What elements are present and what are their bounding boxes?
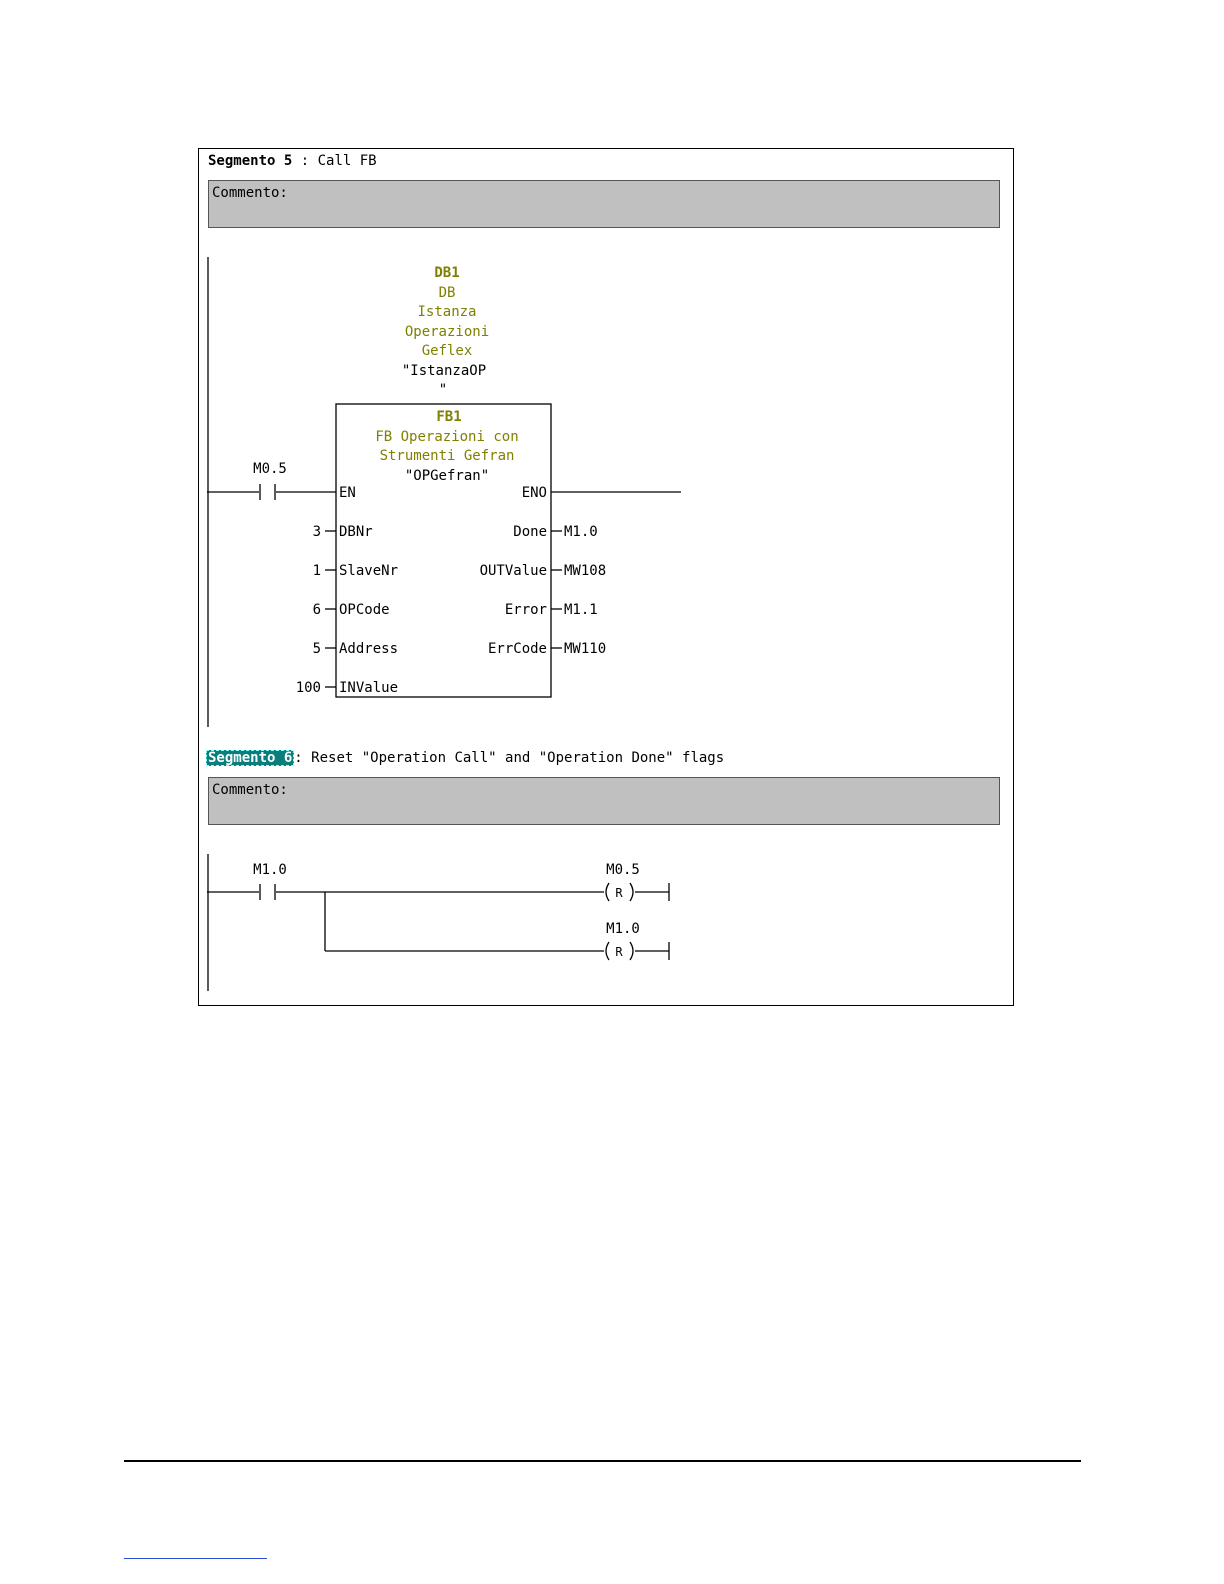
- instance-db-desc-line: Operazioni: [404, 324, 490, 340]
- footnote-separator: [124, 1558, 267, 1559]
- coil-2-right: [630, 942, 633, 960]
- fb-number: FB1: [436, 409, 462, 425]
- coil-1-right: [630, 883, 633, 901]
- instance-db-symbol: ": [438, 382, 448, 398]
- fb-input-pin: INValue: [339, 680, 399, 696]
- fb-input-value[interactable]: 5: [312, 641, 321, 657]
- page-footer-rule: [124, 1460, 1081, 1462]
- fb-input-pin: OPCode: [339, 602, 390, 618]
- fb-desc-line: Strumenti Gefran: [379, 448, 515, 464]
- fb-input-value[interactable]: 1: [312, 563, 321, 579]
- fb-input-pin: DBNr: [339, 524, 373, 540]
- fb-output-value[interactable]: M1.0: [564, 524, 598, 540]
- fb-output-pin: ErrCode: [487, 641, 547, 657]
- fb-output-value[interactable]: M1.1: [564, 602, 598, 618]
- fb-output-pin: OUTValue: [479, 563, 547, 579]
- coil-operand[interactable]: M1.0: [606, 921, 640, 937]
- fb-input-pin: EN: [339, 485, 356, 501]
- instance-db-number: DB1: [434, 265, 460, 281]
- instance-db-desc-line: Istanza: [417, 304, 477, 320]
- coil-type: R: [615, 886, 623, 900]
- segment-6-comment[interactable]: Commento:: [208, 777, 1000, 825]
- fb-output-pin: ENO: [521, 485, 547, 501]
- coil-2-left: [606, 942, 609, 960]
- fb-input-value[interactable]: 3: [312, 524, 321, 540]
- segment-6-description: : Reset "Operation Call" and "Operation Done" flags: [294, 750, 725, 766]
- coil-type: R: [615, 945, 623, 959]
- fb-output-value[interactable]: MW110: [564, 641, 607, 657]
- fb-output-value[interactable]: MW108: [564, 563, 607, 579]
- fb-input-value[interactable]: 6: [312, 602, 321, 618]
- contact-operand[interactable]: M0.5: [253, 461, 287, 477]
- coil-1-left: [606, 883, 609, 901]
- ladder-editor-frame: [198, 148, 1014, 1006]
- fb-output-pin: Done: [513, 524, 547, 540]
- fb-input-pin: Address: [339, 641, 399, 657]
- segment-6-label[interactable]: Segmento 6: [208, 750, 293, 766]
- coil-operand[interactable]: M0.5: [606, 862, 640, 878]
- fb-symbol: "OPGefran": [404, 468, 490, 484]
- segment-5-label: Segmento 5: [208, 153, 293, 169]
- instance-db-desc-line: DB: [438, 285, 456, 301]
- contact-operand[interactable]: M1.0: [253, 862, 287, 878]
- fb-desc-line: FB Operazioni con: [375, 429, 519, 445]
- instance-db-symbol: "IstanzaOP: [401, 363, 487, 379]
- instance-db-desc-line: Geflex: [421, 343, 473, 359]
- ladder-diagram: [199, 149, 1015, 1007]
- segment-5-comment[interactable]: Commento:: [208, 180, 1000, 228]
- fb-output-pin: Error: [504, 602, 547, 618]
- fb-input-pin: SlaveNr: [339, 563, 399, 579]
- fb-input-value[interactable]: 100: [295, 680, 321, 696]
- segment-5-description: : Call FB: [292, 153, 377, 169]
